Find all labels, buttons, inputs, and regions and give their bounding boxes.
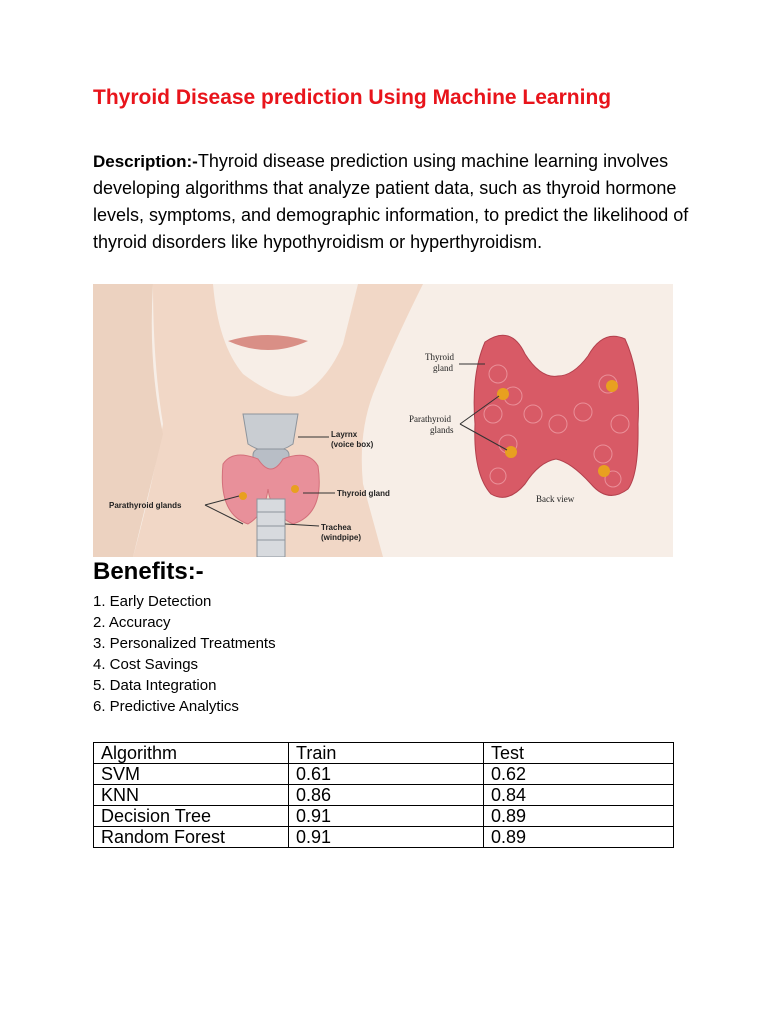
label-back-parathyroid-sub: glands xyxy=(430,425,454,435)
benefit-item: 2. Accuracy xyxy=(93,614,171,631)
benefits-list xyxy=(93,591,276,717)
table-row xyxy=(94,827,674,848)
table-cell: Random Forest xyxy=(94,827,289,848)
column-header-train: Train xyxy=(289,743,484,764)
benefits-heading: Benefits:- xyxy=(93,558,204,585)
benefit-item: 1. Early Detection xyxy=(93,593,212,610)
table-header-row xyxy=(94,743,674,764)
document-title: Thyroid Disease prediction Using Machine Learning xyxy=(93,86,612,109)
description-label: Description:- xyxy=(93,152,198,171)
label-back-thyroid-sub: gland xyxy=(433,363,453,373)
label-larynx: Layrnx xyxy=(331,430,358,439)
label-back-view: Back view xyxy=(536,494,575,504)
table-cell: 0.91 xyxy=(289,827,484,848)
label-parathyroid: Parathyroid glands xyxy=(109,501,182,510)
table-cell: SVM xyxy=(94,764,289,785)
label-thyroid: Thyroid gland xyxy=(337,489,390,498)
label-trachea: Trachea xyxy=(321,523,352,532)
table-cell: 0.62 xyxy=(484,764,674,785)
label-trachea-sub: (windpipe) xyxy=(321,533,361,542)
table-cell: 0.84 xyxy=(484,785,674,806)
table-row xyxy=(94,785,674,806)
table-cell: 0.86 xyxy=(289,785,484,806)
description-paragraph xyxy=(93,148,693,256)
table-row xyxy=(94,764,674,785)
benefit-item: 5. Data Integration xyxy=(93,677,217,694)
benefit-item: 3. Personalized Treatments xyxy=(93,635,276,652)
algorithm-results-table xyxy=(93,742,674,848)
thyroid-anatomy-illustration xyxy=(93,284,673,557)
column-header-algorithm: Algorithm xyxy=(94,743,289,764)
table-cell: 0.89 xyxy=(484,806,674,827)
table-cell: KNN xyxy=(94,785,289,806)
table-cell: 0.61 xyxy=(289,764,484,785)
description-text: Thyroid disease prediction using machine learning involves developing algorithms that analyze patient data, such as thyroid hormone levels, symptoms, and demographic information, to predict the likelihood of thyroid disorders like hypothyroidism or hyperthyroidism. xyxy=(93,151,689,252)
column-header-test: Test xyxy=(484,743,674,764)
label-back-parathyroid: Parathyroid xyxy=(409,414,451,424)
label-back-thyroid: Thyroid xyxy=(425,352,454,362)
benefit-item: 6. Predictive Analytics xyxy=(93,698,239,715)
table-cell: Decision Tree xyxy=(94,806,289,827)
table-cell: 0.91 xyxy=(289,806,484,827)
label-larynx-sub: (voice box) xyxy=(331,440,374,449)
table-row xyxy=(94,806,674,827)
benefit-item: 4. Cost Savings xyxy=(93,656,199,673)
table-cell: 0.89 xyxy=(484,827,674,848)
